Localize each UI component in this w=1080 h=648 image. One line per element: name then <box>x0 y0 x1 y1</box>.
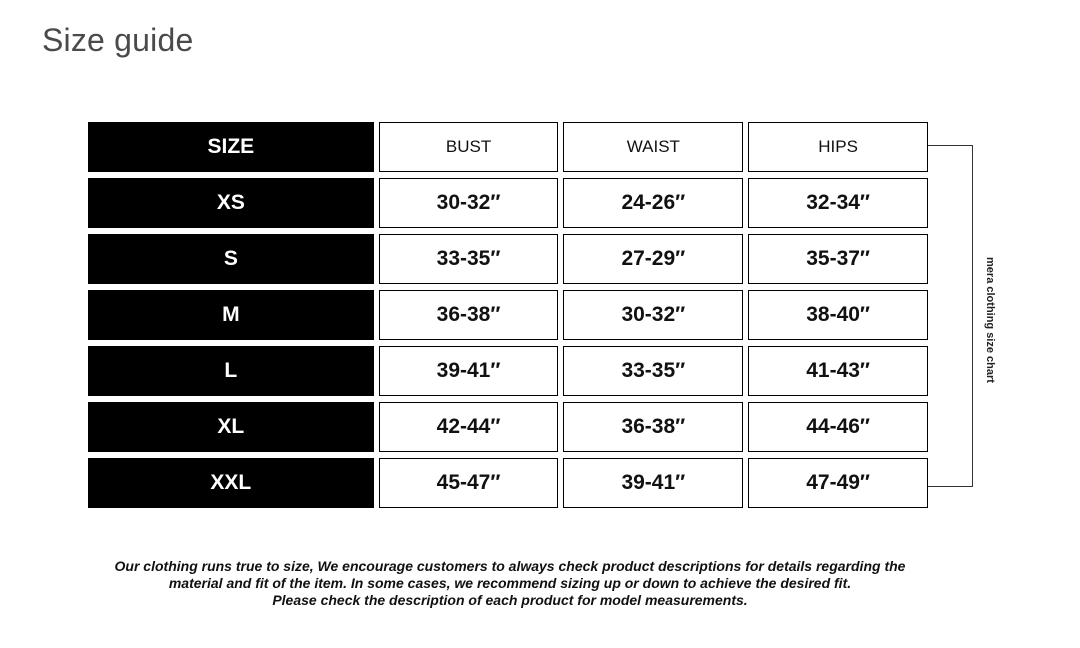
table-row <box>88 402 928 452</box>
table-header-row <box>88 122 928 172</box>
hips-value: 32-34″ <box>748 178 928 228</box>
waist-value: 36-38″ <box>563 402 743 452</box>
size-label: XL <box>88 402 374 452</box>
waist-value: 24-26″ <box>563 178 743 228</box>
waist-value: 39-41″ <box>563 458 743 508</box>
size-chart-table <box>88 122 928 514</box>
size-label: S <box>88 234 374 284</box>
hips-value: 44-46″ <box>748 402 928 452</box>
size-label: M <box>88 290 374 340</box>
size-label: XS <box>88 178 374 228</box>
size-label: XXL <box>88 458 374 508</box>
size-label: L <box>88 346 374 396</box>
table-row <box>88 458 928 508</box>
header-waist: WAIST <box>563 122 743 172</box>
header-bust: BUST <box>379 122 559 172</box>
side-label: mera clothing size chart <box>984 257 996 383</box>
hips-value: 47-49″ <box>748 458 928 508</box>
waist-value: 30-32″ <box>563 290 743 340</box>
bust-value: 42-44″ <box>379 402 559 452</box>
hips-value: 35-37″ <box>748 234 928 284</box>
hips-value: 38-40″ <box>748 290 928 340</box>
side-bracket <box>928 145 973 487</box>
footer-line: Please check the description of each product for model measurements. <box>272 592 748 608</box>
bust-value: 39-41″ <box>379 346 559 396</box>
header-hips: HIPS <box>748 122 928 172</box>
footer-line: Our clothing runs true to size, We encourage customers to always check product descriptions for details regarding the <box>114 558 906 574</box>
waist-value: 27-29″ <box>563 234 743 284</box>
bust-value: 33-35″ <box>379 234 559 284</box>
bust-value: 30-32″ <box>379 178 559 228</box>
header-size: SIZE <box>88 122 374 172</box>
waist-value: 33-35″ <box>563 346 743 396</box>
bust-value: 36-38″ <box>379 290 559 340</box>
page-title: Size guide <box>42 22 194 58</box>
hips-value: 41-43″ <box>748 346 928 396</box>
table-row <box>88 178 928 228</box>
footer-note <box>40 558 980 609</box>
table-row <box>88 346 928 396</box>
footer-line: material and fit of the item. In some cases, we recommend sizing up or down to achieve the desired fit. <box>168 575 852 591</box>
table-row <box>88 290 928 340</box>
table-row <box>88 234 928 284</box>
bust-value: 45-47″ <box>379 458 559 508</box>
